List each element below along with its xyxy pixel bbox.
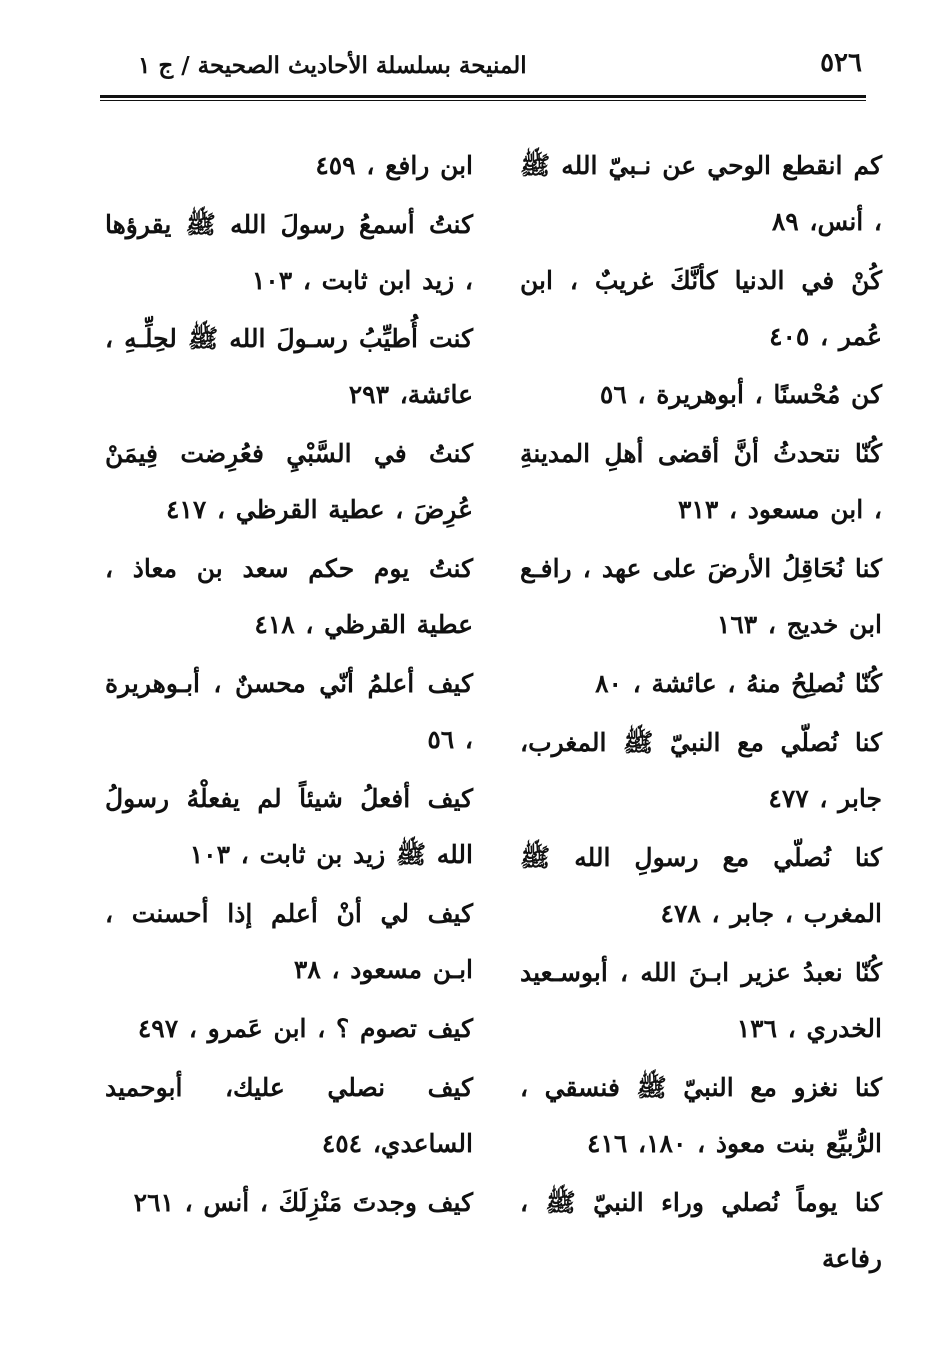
index-entry: كنت أُطيِّبُ رسـولَ الله ﷺ لحِلِّـهِ ، عائشة، ٢٩٣ [105,324,473,409]
index-entry: كيف وجدتَ مَنْزِلَكَ ، أنس ، ٢٦١ [133,1188,473,1217]
index-entry: كيف لي أنْ أعلم إذا أحسنت ، ابـن مسعود ، ٣٨ [105,899,473,984]
index-entry: كُنّا نتحدثُ أنَّ أقضى أهلِ المدينةِ ، ابن مسعود ، ٣١٣ [520,439,882,524]
index-entry: كيف نصلي عليك، أبوحميد الساعدي، ٤٥٤ [105,1073,473,1158]
running-title: المنيحة بسلسلة الأحاديث الصحيحة / ج ١ [138,52,527,79]
page-header [100,48,866,94]
page-number: ٥٢٦ [820,48,862,78]
index-entry: كيف أعلمُ أنّي محسنٌ ، أبـوهريرة ، ٥٦ [105,669,473,754]
index-entry: كنا نُصلّي مع النبيّ ﷺ المغرب، جابر ، ٤٧٧ [520,728,882,813]
index-entry: كنا يوماً نُصلي وراء النبيّ ﷺ ، رفاعة [520,1188,882,1273]
index-entry: كنا نُحَاقِلُ الأرضَ على عهد ، رافـع ابن خديج ، ١٦٣ [520,554,882,639]
index-column-right [520,138,882,1290]
index-entry: كُنّا نُصلِحُ منهُ ، عائشة ، ٨٠ [595,669,882,698]
index-entry: كيف أفعلُ شيئاً لم يفعلْهُ رسولُ الله ﷺ زيد بن ثابت ، ١٠٣ [105,784,473,869]
header-rule [100,95,866,101]
index-entry: كنتُ أسمعُ رسولَ الله ﷺ يقرؤها ، زيد ابن ثابت ، ١٠٣ [105,210,473,295]
index-entry: كيف تصوم ؟ ، ابن عَمرو ، ٤٩٧ [137,1014,473,1043]
index-entry: كُنّا نعبدُ عزير ابـنَ الله ، أبوسـعيد الخدري ، ١٣٦ [520,958,882,1043]
index-entry: كم انقطع الوحي عن نـبيّ الله ﷺ ، أنس، ٨٩ [520,151,882,236]
index-entry: كُنْ في الدنيا كأنَّكَ غريبٌ ، ابن عُمر ، ٤٠٥ [520,266,882,351]
index-entry: كنتُ يوم حكم سعد بن معاذ ، عطية القرظي ، ٤١٨ [105,554,473,639]
index-entry: كنتُ في السَّبْيِ فعُرِضت فِيمَنْ عُرِضَ ، عطية القرظي ، ٤١٧ [105,439,473,524]
index-column-left [105,138,473,1234]
index-entry: كن مُحْسنًا ، أبوهريرة ، ٥٦ [599,380,882,409]
index-entry: ابن رافع ، ٤٥٩ [315,151,473,180]
index-entry: كنا نُصلّي مع رسولِ الله ﷺ المغرب ، جابر ، ٤٧٨ [520,843,882,928]
index-entry: كنا نغزو مع النبيّ ﷺ فنسقي ، الرُّبيِّع بنت معوذ ، ١٨٠، ٤١٦ [520,1073,882,1158]
